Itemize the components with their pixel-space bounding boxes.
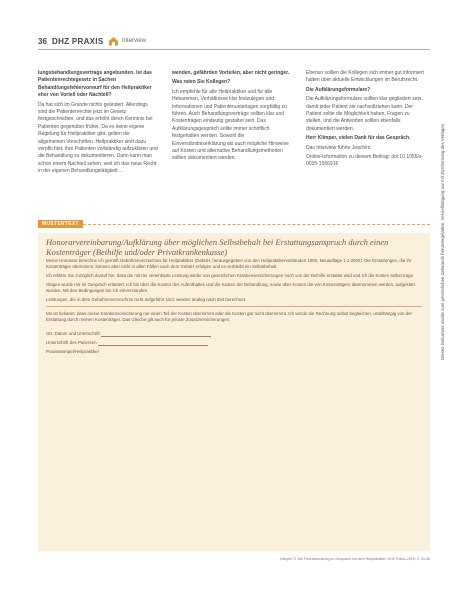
col2-answer: Ich empfehle für alle Heilpraktiker und für alle Hebammen, Verhältnisse klar festzulegen und Informationen und Patientenunterlagen sorgfältig zu führen. Auch Behandlungsverträge sollten klar und Kostenfragen eindeutig gestaltet sein. Das Aufklärungsgespräch sollte immer schriftlich festgehalten werden. Sowohl die Einverständniserklärung als auch mögliche Hinweise auf Kosten und alternative Behandlungsmethoden sollten dokumentiert werden.: [172, 88, 289, 162]
article-columns: [38, 70, 430, 230]
col3-answer: Die Aufklärungsformulare sollten klar gegliedert sein, damit jeder Patient sie nachvollziehen kann. Der Patient sollte die Möglichkeit haben, Fragen zu stellen, und die Antworten sollten ebenfalls dokumentiert werden.: [306, 96, 423, 132]
form-separator: [46, 306, 422, 307]
thanks-text: Herr Klimper, vielen Dank für das Gespräch.: [306, 135, 411, 142]
signature-patient-line: [98, 340, 208, 346]
signature-area: [46, 331, 422, 355]
col2-intro: wenden, gefährden Vorteilen, aber nicht geringer.: [172, 70, 290, 76]
interviewer-text: Das Interview führte Joachim: [306, 144, 371, 151]
col3-text: Ebenso sollten die Kollegen sich immer gut informiert halten über aktuelle Entwicklungen im Berufsrecht.: [306, 70, 424, 84]
col2-question: Was raten Sie Kollegen?: [172, 79, 231, 86]
practice-stamp-label: Praxisstempel/Heilpraktiker: [46, 349, 100, 355]
answer-text: Da hat sich im Grunde nichts geändert. Allerdings sind die Patientenrechte jetzt im Gesetz festgeschrieben, und das erhöht deren Kenntnis bei Patienten gegenüber früher. Da es keine eigene Regelung für Heilpraktiker gibt, gelten die allgemeinen Vorschriften. Heilpraktiker sind dazu verpflichtet, ihre Patienten vollständig aufzuklären und die Behandlung zu dokumentieren. Dann kann man schon einem Nachteil sehen, weil ich das neue Recht in der eigenen Behandlungstätigkeit ...: [38, 101, 158, 175]
column-2: [172, 70, 292, 165]
col3-question: Die Aufklärungsformulare?: [306, 86, 371, 93]
house-logo-icon: [108, 36, 119, 46]
tag-divider: [38, 224, 430, 225]
form-paragraph: Mir ist bekannt, dass meine Krankenversicherung nur einen Teil der Kosten übernimmt oder die Kosten gar nicht übernimmt. Ich werde die Rechnung selbst begleichen, unabhängig von der Erstattung durch meinen Kostenträger. Das Gleiche gilt auch für private Zusatzversicherungen.: [46, 311, 413, 323]
form-body: [46, 258, 422, 358]
signature-patient-label: Unterschrift des Patienten: [46, 340, 97, 346]
side-copyright-note: Dieses Dokument wurde zum persönlichen Gebrauch heruntergeladen. Vervielfältigung nur mit Zustimmung des Verlages.: [440, 122, 445, 360]
doi-text: Online-Information zu diesem Beitrag: doi:10.1055/s-0035-1566916: [306, 154, 424, 168]
sample-form-box: [38, 233, 430, 551]
form-paragraph: Obiges wurde mir im Gespräch erläutert. Ich bin über die Kosten des Aufenthaltes und die Kosten der Behandlung, sowie über Kosten die von Kostenträgern übernommen werden, aufgeklärt worden. Mit den Bedingungen bin ich einverstanden.: [46, 281, 415, 293]
column-1: [38, 70, 158, 178]
form-paragraph: Ich erkläre Sie zuzüglich darauf hin, dass die mit mir vereinbarte Leistung weder von gesetzlichen Krankenversicherungen noch von der Beihilfe erstattet wird und ich die Kosten selbst trage.: [46, 272, 415, 278]
signature-place-label: Ort, Datum und Unterschrift: [46, 331, 100, 337]
form-paragraph: Leistungen, die in dem Gebührenverzeichnis nicht aufgeführt sind, werden analog nach Zeit berechnet.: [46, 296, 247, 302]
section-label: Interview: [122, 38, 147, 44]
signature-place-line: [101, 331, 211, 337]
mustertext-tag: [38, 220, 430, 232]
mustertext-label: MUSTERTEXT: [38, 220, 83, 228]
practice-stamp-line: [46, 349, 422, 355]
page-number: 36: [38, 37, 47, 46]
magazine-name: DHZ PRAXIS: [52, 37, 104, 46]
page-header: [38, 37, 430, 51]
column-3: [306, 70, 426, 171]
signature-line-place: [46, 331, 422, 337]
header-rule: [38, 49, 430, 50]
page-footer: Klimper S. Die Rechtsberatung im Gespräch mit dem Heilpraktiker. DHZ Praxis 2015; 2: 34-36: [280, 557, 430, 561]
signature-line-patient: [46, 340, 422, 346]
question-text: lungsbehandlungsvertrags angebunden. Ist das Patientenrechtegesetz in Sachen Behandlungsfehlervorwurf für den Heilpraktiker eher von Vorteil oder Nachteil?: [38, 70, 152, 99]
form-paragraph: Meine Honorare berechne ich gemäß Gebührenverzeichnis für Heilpraktiker (GebüH, herausgegeben von den Heilpraktikerverbänden 1985, Neuauflage 1.1.2002). Die Erstattungen, die ihr Kostenträger übernimmt, können aber nicht in allen Fällen nach dem GebüH erfolgen und es verbleibt ein Selbstbehalt.: [46, 258, 412, 269]
form-title: Honorarvereinbarung/Aufklärung über möglichen Selbstbehalt bei Erstattungsanspruch durch einen Kostenträger (Beihilfe und/oder Privatkrankenkasse): [46, 237, 389, 257]
